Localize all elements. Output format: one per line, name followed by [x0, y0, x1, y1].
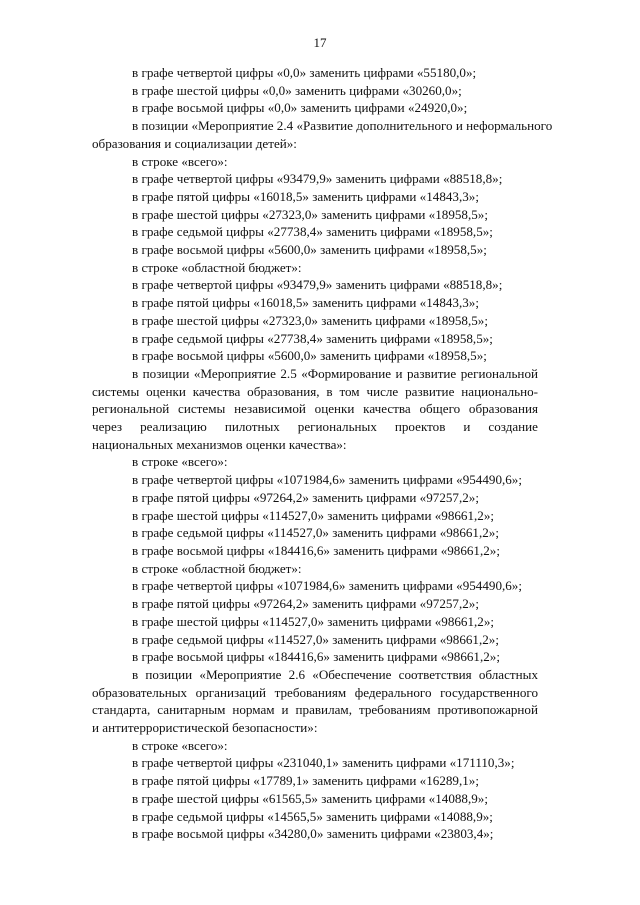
text-line: в графе четвертой цифры «231040,1» заменить цифрами «171110,3»;	[132, 755, 515, 771]
text-line: в графе седьмой цифры «14565,5» заменить цифрами «14088,9»;	[132, 808, 493, 824]
text-line: в графе седьмой цифры «27738,4» заменить цифрами «18958,5»;	[132, 224, 493, 240]
text-line: в графе шестой цифры «0,0» заменить цифрами «30260,0»;	[132, 82, 462, 98]
text-line: в графе шестой цифры «27323,0» заменить цифрами «18958,5»;	[132, 312, 488, 328]
text-line: региональной системы независимой оценки качества общего образования	[92, 401, 538, 417]
text-line: в графе пятой цифры «16018,5» заменить цифрами «14843,3»;	[132, 295, 479, 311]
text-line: в графе четвертой цифры «1071984,6» заменить цифрами «954490,6»;	[132, 578, 522, 594]
text-line: в графе четвертой цифры «93479,9» заменить цифрами «88518,8»;	[132, 277, 503, 293]
text-line: в графе седьмой цифры «27738,4» заменить цифрами «18958,5»;	[132, 330, 493, 346]
text-line: в графе четвертой цифры «93479,9» заменить цифрами «88518,8»;	[132, 171, 503, 187]
text-line: в строке «областной бюджет»:	[132, 560, 302, 576]
text-line: в строке «всего»:	[132, 737, 228, 753]
text-line: в графе восьмой цифры «184416,6» заменить цифрами «98661,2»;	[132, 542, 500, 558]
text-line: в графе восьмой цифры «5600,0» заменить цифрами «18958,5»;	[132, 242, 487, 258]
text-line: системы оценки качества образования, в том числе развитие национально-	[92, 383, 538, 399]
text-line: в графе седьмой цифры «114527,0» заменить цифрами «98661,2»;	[132, 525, 499, 541]
text-line: в позиции «Мероприятие 2.5 «Формирование и развитие региональной	[132, 365, 538, 381]
text-line: в строке «всего»:	[132, 454, 228, 470]
text-line: в строке «всего»:	[132, 153, 228, 169]
text-line: в графе пятой цифры «97264,2» заменить цифрами «97257,2»;	[132, 596, 479, 612]
text-line: в графе шестой цифры «61565,5» заменить цифрами «14088,9»;	[132, 790, 488, 806]
text-line: в графе четвертой цифры «0,0» заменить цифрами «55180,0»;	[132, 65, 477, 80]
text-line: в позиции «Мероприятие 2.6 «Обеспечение соответствия областных	[132, 666, 538, 682]
text-line: в графе восьмой цифры «34280,0» заменить цифрами «23803,4»;	[132, 826, 494, 842]
text-line: и антитеррористической безопасности»:	[92, 720, 318, 736]
text-line: в графе восьмой цифры «184416,6» заменить цифрами «98661,2»;	[132, 649, 500, 665]
text-line: в графе шестой цифры «114527,0» заменить цифрами «98661,2»;	[132, 507, 495, 523]
text-line: образовательных организаций требованиям федерального государственного	[92, 684, 538, 700]
text-line: в графе седьмой цифры «114527,0» заменить цифрами «98661,2»;	[132, 631, 499, 647]
text-line: стандарта, санитарным нормам и правилам, требованиям противопожарной	[92, 702, 538, 718]
text-line: образования и социализации детей»:	[92, 135, 297, 151]
text-line: в графе пятой цифры «16018,5» заменить цифрами «14843,3»;	[132, 188, 479, 204]
text-line: в графе шестой цифры «27323,0» заменить цифрами «18958,5»;	[132, 206, 488, 222]
text-line: в графе пятой цифры «97264,2» заменить цифрами «97257,2»;	[132, 489, 479, 505]
document-body	[92, 64, 553, 843]
text-line: национальных механизмов оценки качества»:	[92, 436, 347, 452]
text-line: в графе шестой цифры «114527,0» заменить цифрами «98661,2»;	[132, 613, 495, 629]
text-line: в графе восьмой цифры «0,0» заменить цифрами «24920,0»;	[132, 100, 468, 116]
page-number: 17	[313, 35, 327, 50]
text-line: в графе восьмой цифры «5600,0» заменить цифрами «18958,5»;	[132, 348, 487, 364]
text-line: в графе пятой цифры «17789,1» заменить цифрами «16289,1»;	[132, 773, 479, 789]
text-line: через реализацию пилотных региональных проектов и создание	[92, 419, 538, 435]
text-line: в графе четвертой цифры «1071984,6» заменить цифрами «954490,6»;	[132, 472, 522, 488]
text-line: в строке «областной бюджет»:	[132, 259, 302, 275]
text-line: в позиции «Мероприятие 2.4 «Развитие дополнительного и неформального	[132, 118, 553, 134]
